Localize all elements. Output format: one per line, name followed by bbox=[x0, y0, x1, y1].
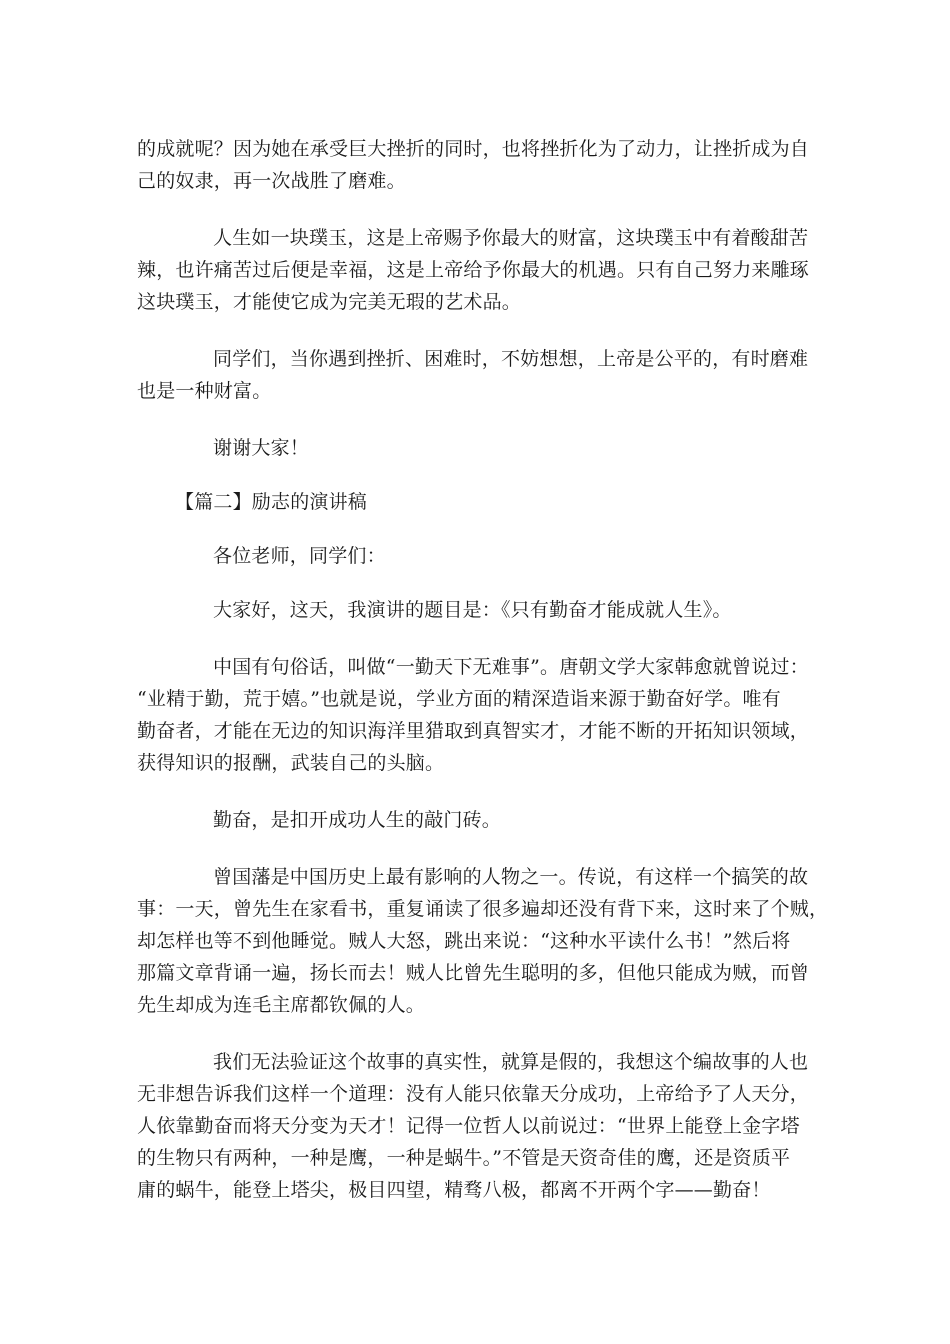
text-line: 这块璞玉，才能使它成为完美无瑕的艺术品。 bbox=[137, 291, 522, 313]
text-line: 人生如一块璞玉，这是上帝赐予你最大的财富，这块璞玉中有着酸甜苦 bbox=[213, 227, 809, 249]
text-line: 的生物只有两种，一种是鹰，一种是蜗牛。”不管是天资奇佳的鹰，还是资质平 bbox=[137, 1147, 791, 1169]
text-line: 那篇文章背诵一遍，扬长而去！贼人比曾先生聪明的多，但他只能成为贼，而曾 bbox=[137, 962, 810, 984]
text-line: 却怎样也等不到他睡觉。贼人大怒，跳出来说：“这种水平读什么书！”然后将 bbox=[137, 930, 791, 952]
section-heading: 【篇二】励志的演讲稿 bbox=[175, 491, 368, 513]
text-line: 先生却成为连毛主席都钦佩的人。 bbox=[137, 994, 426, 1016]
text-line: 曾国藩是中国历史上最有影响的人物之一。传说，有这样一个搞笑的故 bbox=[213, 866, 809, 888]
text-line: 我们无法验证这个故事的真实性，就算是假的，我想这个编故事的人也 bbox=[213, 1051, 809, 1073]
text-line: “业精于勤，荒于嬉。”也就是说，学业方面的精深造诣来源于勤奋好学。唯有 bbox=[137, 688, 781, 710]
closing-line: 谢谢大家！ bbox=[213, 437, 310, 459]
text-line: 事：一天，曾先生在家看书，重复诵读了很多遍却还没有背下来，这时来了个贼， bbox=[137, 898, 829, 920]
text-line: 的成就呢？因为她在承受巨大挫折的同时，也将挫折化为了动力，让挫折成为自 bbox=[137, 138, 810, 160]
text-line: 庸的蜗牛，能登上塔尖，极目四望，精骛八极，都离不开两个字——勤奋！ bbox=[137, 1179, 771, 1201]
salutation: 各位老师，同学们： bbox=[213, 545, 386, 567]
text-line: 获得知识的报酬，武装自己的头脑。 bbox=[137, 752, 445, 774]
text-line: 勤奋，是扣开成功人生的敲门砖。 bbox=[213, 809, 502, 831]
text-line: 勤奋者，才能在无边的知识海洋里猎取到真智实才，才能不断的开拓知识领域， bbox=[137, 720, 810, 742]
text-line: 同学们，当你遇到挫折、困难时，不妨想想，上帝是公平的，有时磨难 bbox=[213, 348, 809, 370]
text-line: 大家好，这天，我演讲的题目是：《只有勤奋才能成就人生》。 bbox=[213, 599, 732, 621]
text-line: 己的奴隶，再一次战胜了磨难。 bbox=[137, 170, 406, 192]
text-line: 中国有句俗话，叫做“一勤天下无难事”。唐朝文学大家韩愈就曾说过： bbox=[213, 656, 809, 678]
text-line: 无非想告诉我们这样一个道理：没有人能只依靠天分成功，上帝给予了人天分， bbox=[137, 1083, 810, 1105]
text-line: 也是一种财富。 bbox=[137, 380, 272, 402]
text-line: 人依靠勤奋而将天分变为天才！记得一位哲人以前说过：“世界上能登上金字塔 bbox=[137, 1115, 800, 1137]
text-line: 辣，也许痛苦过后便是幸福，这是上帝给予你最大的机遇。只有自己努力来雕琢 bbox=[137, 259, 810, 281]
